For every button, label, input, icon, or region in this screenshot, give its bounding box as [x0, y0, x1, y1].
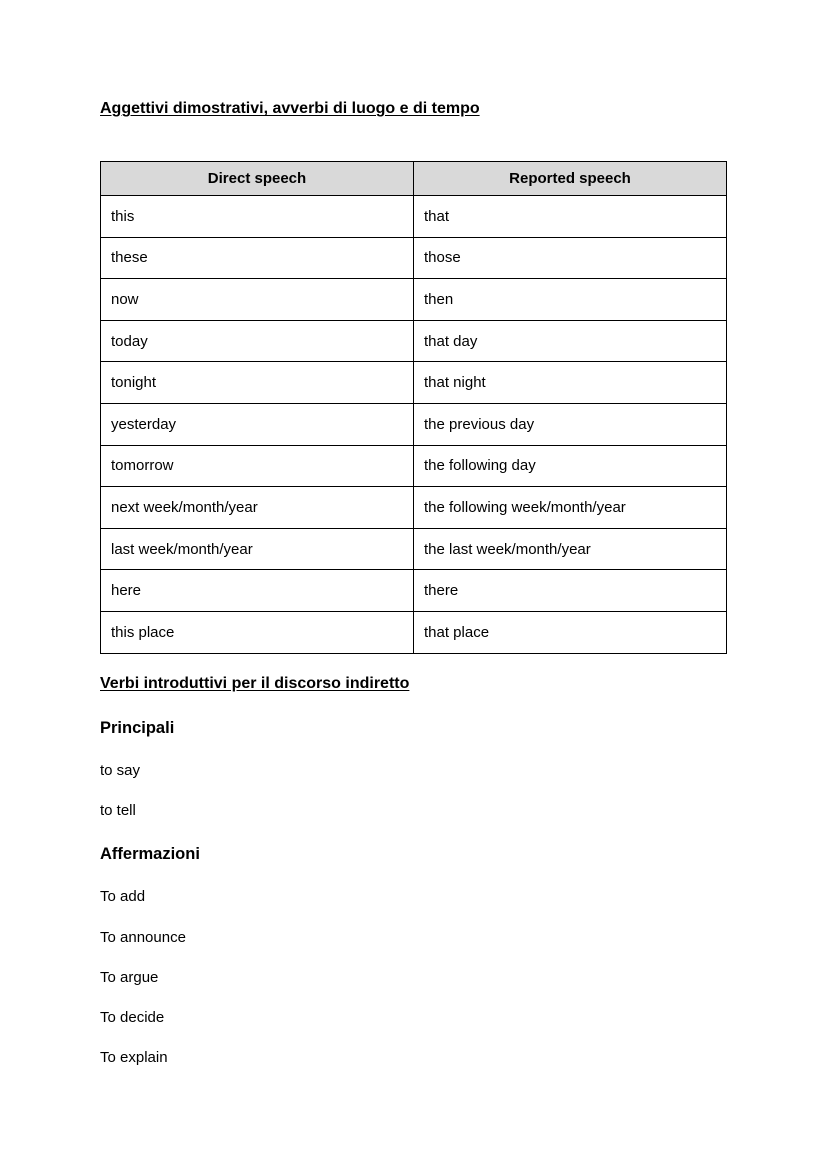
- reported-speech-cell: the previous day: [414, 403, 727, 445]
- list-item: To argue: [100, 969, 159, 986]
- direct-speech-cell: yesterday: [101, 403, 414, 445]
- table-row: [101, 320, 727, 362]
- list-item: To explain: [100, 1049, 168, 1066]
- table-row: [101, 611, 727, 653]
- direct-speech-cell: today: [101, 320, 414, 362]
- list-item: to tell: [100, 802, 136, 819]
- table-row: [101, 403, 727, 445]
- reported-speech-cell: that night: [414, 362, 727, 404]
- reported-speech-cell: those: [414, 237, 727, 279]
- direct-speech-cell: last week/month/year: [101, 528, 414, 570]
- reported-speech-cell: that day: [414, 320, 727, 362]
- table-row: [101, 570, 727, 612]
- list-item: To add: [100, 888, 146, 905]
- table-row: [101, 362, 727, 404]
- section-title-demonstratives: Aggettivi dimostrativi, avverbi di luogo e di tempo: [100, 100, 480, 117]
- reported-speech-cell: there: [414, 570, 727, 612]
- direct-speech-cell: next week/month/year: [101, 487, 414, 529]
- table-row: [101, 487, 727, 529]
- reported-speech-cell: the last week/month/year: [414, 528, 727, 570]
- direct-speech-cell: here: [101, 570, 414, 612]
- list-item: To announce: [100, 929, 186, 946]
- column-header-reported-speech: Reported speech: [414, 162, 727, 196]
- direct-speech-cell: now: [101, 279, 414, 321]
- table-row: [101, 279, 727, 321]
- table-row: [101, 237, 727, 279]
- table-row: [101, 445, 727, 487]
- reported-speech-cell: then: [414, 279, 727, 321]
- section-title-introductory-verbs: Verbi introduttivi per il discorso indiretto: [100, 675, 410, 692]
- speech-conversion-table: [100, 161, 727, 654]
- direct-speech-cell: this: [101, 196, 414, 238]
- direct-speech-cell: this place: [101, 611, 414, 653]
- reported-speech-cell: that: [414, 196, 727, 238]
- direct-speech-cell: these: [101, 237, 414, 279]
- table-header-row: [101, 162, 727, 196]
- table-row: [101, 196, 727, 238]
- direct-speech-cell: tomorrow: [101, 445, 414, 487]
- subheading-affermazioni: Affermazioni: [100, 845, 200, 863]
- list-item: To decide: [100, 1009, 165, 1026]
- reported-speech-cell: the following day: [414, 445, 727, 487]
- direct-speech-cell: tonight: [101, 362, 414, 404]
- table-row: [101, 528, 727, 570]
- reported-speech-cell: that place: [414, 611, 727, 653]
- list-item: to say: [100, 762, 141, 779]
- subheading-principali: Principali: [100, 719, 175, 737]
- column-header-direct-speech: Direct speech: [101, 162, 414, 196]
- reported-speech-cell: the following week/month/year: [414, 487, 727, 529]
